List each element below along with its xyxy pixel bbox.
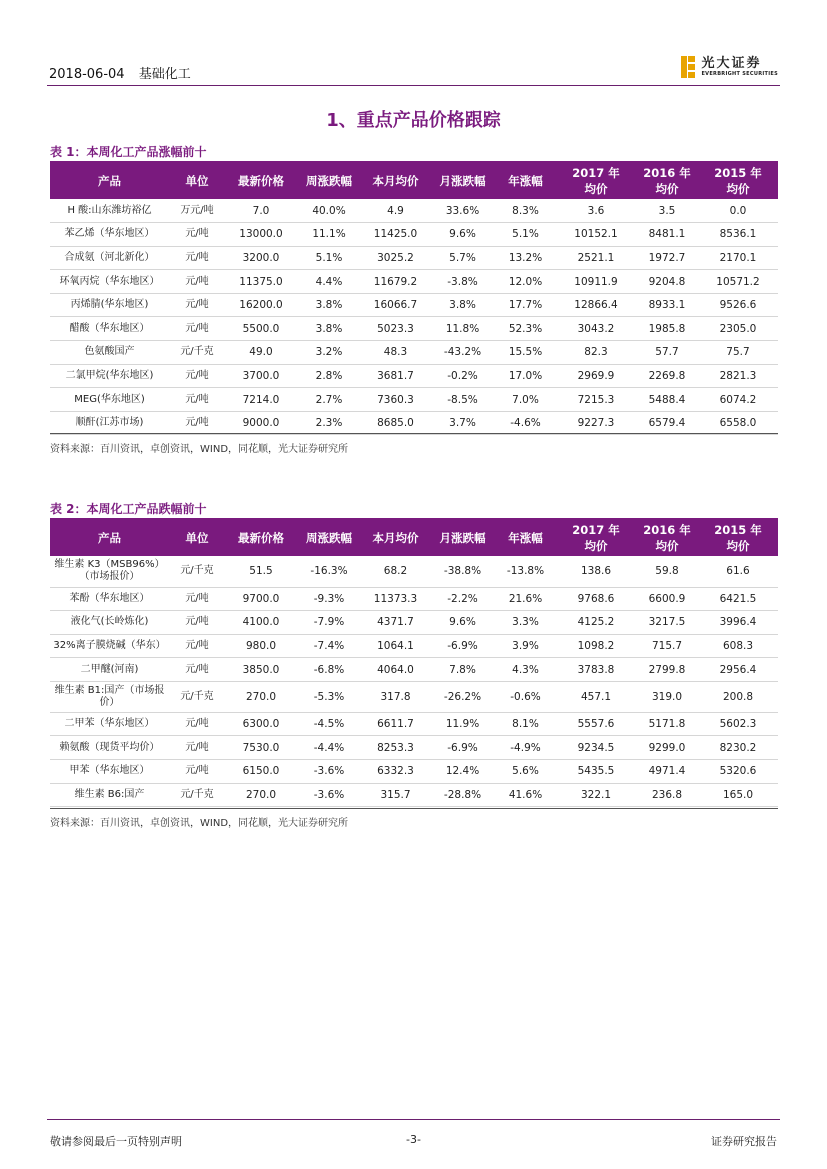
value-cell: 40.0%: [297, 199, 361, 223]
value-cell: 6558.0: [698, 411, 778, 435]
value-cell: -5.3%: [297, 681, 361, 712]
value-cell: 12866.4: [556, 293, 636, 317]
table-row: [50, 317, 778, 341]
value-cell: 5.1%: [297, 246, 361, 270]
product-name: 维生素 B6:国产: [50, 783, 169, 807]
value-cell: 11.8%: [430, 317, 495, 341]
value-cell: 3.8%: [297, 317, 361, 341]
value-cell: 49.0: [225, 341, 297, 365]
value-cell: -26.2%: [430, 681, 495, 712]
value-cell: 7214.0: [225, 388, 297, 412]
unit-cell: 元/吨: [169, 587, 225, 611]
table2-header-row: [50, 520, 778, 556]
value-cell: 8.1%: [495, 712, 556, 736]
value-cell: 9227.3: [556, 411, 636, 435]
value-cell: 6150.0: [225, 760, 297, 784]
value-cell: 270.0: [225, 783, 297, 807]
report-date: 2018-06-04: [49, 67, 125, 82]
value-cell: 2821.3: [698, 364, 778, 388]
unit-cell: 元/吨: [169, 270, 225, 294]
value-cell: 2.3%: [297, 411, 361, 435]
value-cell: 236.8: [636, 783, 698, 807]
value-cell: -4.6%: [495, 411, 556, 435]
unit-cell: 元/吨: [169, 712, 225, 736]
value-cell: 980.0: [225, 634, 297, 658]
column-header: 2015 年 均价: [698, 520, 778, 556]
value-cell: 5602.3: [698, 712, 778, 736]
value-cell: 7530.0: [225, 736, 297, 760]
value-cell: 3217.5: [636, 611, 698, 635]
footer-report-type: 证券研究报告: [711, 1135, 777, 1148]
value-cell: 2799.8: [636, 658, 698, 682]
value-cell: 2.7%: [297, 388, 361, 412]
value-cell: -6.9%: [430, 736, 495, 760]
unit-cell: 元/吨: [169, 634, 225, 658]
value-cell: 8253.3: [361, 736, 430, 760]
value-cell: 3025.2: [361, 246, 430, 270]
value-cell: -43.2%: [430, 341, 495, 365]
sector-name: 基础化工: [138, 67, 191, 82]
value-cell: 8536.1: [698, 223, 778, 247]
value-cell: 16200.0: [225, 293, 297, 317]
unit-cell: 元/吨: [169, 736, 225, 760]
value-cell: -38.8%: [430, 556, 495, 587]
unit-cell: 元/吨: [169, 411, 225, 435]
product-name: 二甲醚(河南): [50, 658, 169, 682]
table2-bottom-rule: [50, 808, 778, 809]
table-row: [50, 587, 778, 611]
value-cell: 6074.2: [698, 388, 778, 412]
value-cell: 8685.0: [361, 411, 430, 435]
value-cell: 5171.8: [636, 712, 698, 736]
product-name: 丙烯腈(华东地区): [50, 293, 169, 317]
value-cell: 11.1%: [297, 223, 361, 247]
value-cell: 15.5%: [495, 341, 556, 365]
table-row: [50, 783, 778, 807]
footer-divider: [47, 1119, 780, 1120]
unit-cell: 元/吨: [169, 246, 225, 270]
value-cell: 3.9%: [495, 634, 556, 658]
column-header: 产品: [50, 520, 169, 556]
value-cell: 11425.0: [361, 223, 430, 247]
value-cell: -28.8%: [430, 783, 495, 807]
value-cell: 16066.7: [361, 293, 430, 317]
value-cell: 7.0%: [495, 388, 556, 412]
value-cell: 3.7%: [430, 411, 495, 435]
table-row: [50, 611, 778, 635]
column-header: 周涨跌幅: [297, 163, 361, 199]
unit-cell: 元/吨: [169, 223, 225, 247]
value-cell: 6421.5: [698, 587, 778, 611]
column-header: 2017 年 均价: [556, 163, 636, 199]
value-cell: 9.6%: [430, 223, 495, 247]
product-name: H 酸:山东潍坊裕亿: [50, 199, 169, 223]
value-cell: 9526.6: [698, 293, 778, 317]
value-cell: -7.9%: [297, 611, 361, 635]
value-cell: 3.8%: [430, 293, 495, 317]
table1-top-gainers: [50, 163, 778, 435]
value-cell: 5.1%: [495, 223, 556, 247]
value-cell: 3.6: [556, 199, 636, 223]
column-header: 本月均价: [361, 163, 430, 199]
value-cell: -3.6%: [297, 783, 361, 807]
value-cell: 6579.4: [636, 411, 698, 435]
product-name: 色氨酸国产: [50, 341, 169, 365]
table-row: [50, 712, 778, 736]
unit-cell: 元/千克: [169, 341, 225, 365]
value-cell: 3783.8: [556, 658, 636, 682]
value-cell: 17.7%: [495, 293, 556, 317]
logo-english-name: EVERBRIGHT SECURITIES: [701, 70, 778, 77]
table-row: [50, 681, 778, 712]
value-cell: 4.9: [361, 199, 430, 223]
page-header: [47, 54, 780, 84]
value-cell: 8.3%: [495, 199, 556, 223]
value-cell: 6300.0: [225, 712, 297, 736]
product-name: 维生素 B1:国产（市场报价）: [50, 681, 169, 712]
column-header: 年涨幅: [495, 163, 556, 199]
value-cell: 8481.1: [636, 223, 698, 247]
value-cell: 2269.8: [636, 364, 698, 388]
value-cell: 270.0: [225, 681, 297, 712]
column-header: 最新价格: [225, 163, 297, 199]
value-cell: 9204.8: [636, 270, 698, 294]
header-divider: [47, 85, 780, 86]
table1-header-row: [50, 163, 778, 199]
table1-caption: 表 1：本周化工产品涨幅前十: [50, 145, 207, 159]
column-header: 单位: [169, 520, 225, 556]
value-cell: 319.0: [636, 681, 698, 712]
page-footer: [47, 1119, 780, 1149]
product-name: 甲苯（华东地区）: [50, 760, 169, 784]
value-cell: 1985.8: [636, 317, 698, 341]
value-cell: 3.2%: [297, 341, 361, 365]
value-cell: 8230.2: [698, 736, 778, 760]
table-row: [50, 658, 778, 682]
product-name: 环氧丙烷（华东地区）: [50, 270, 169, 294]
unit-cell: 元/千克: [169, 681, 225, 712]
product-name: MEG(华东地区): [50, 388, 169, 412]
value-cell: -9.3%: [297, 587, 361, 611]
value-cell: 3.3%: [495, 611, 556, 635]
value-cell: 21.6%: [495, 587, 556, 611]
table-row: [50, 293, 778, 317]
value-cell: 11373.3: [361, 587, 430, 611]
value-cell: 2521.1: [556, 246, 636, 270]
value-cell: 2305.0: [698, 317, 778, 341]
value-cell: 3996.4: [698, 611, 778, 635]
value-cell: 6600.9: [636, 587, 698, 611]
value-cell: 82.3: [556, 341, 636, 365]
value-cell: 3681.7: [361, 364, 430, 388]
value-cell: 11679.2: [361, 270, 430, 294]
section-title: 1、重点产品价格跟踪: [326, 110, 501, 131]
unit-cell: 元/千克: [169, 783, 225, 807]
value-cell: 9700.0: [225, 587, 297, 611]
value-cell: 11375.0: [225, 270, 297, 294]
value-cell: 138.6: [556, 556, 636, 587]
value-cell: 3.5: [636, 199, 698, 223]
table-row: [50, 556, 778, 587]
product-name: 顺酐(江苏市场): [50, 411, 169, 435]
value-cell: 48.3: [361, 341, 430, 365]
product-name: 合成氨（河北新化）: [50, 246, 169, 270]
value-cell: 5.7%: [430, 246, 495, 270]
value-cell: 7.0: [225, 199, 297, 223]
value-cell: 4971.4: [636, 760, 698, 784]
table-row: [50, 270, 778, 294]
everbright-logo: [681, 54, 778, 80]
value-cell: 52.3%: [495, 317, 556, 341]
footer-disclaimer: 敬请参阅最后一页特别声明: [50, 1135, 182, 1148]
column-header: 本月均价: [361, 520, 430, 556]
table-row: [50, 634, 778, 658]
value-cell: 12.0%: [495, 270, 556, 294]
value-cell: 7215.3: [556, 388, 636, 412]
table1-source: 资料来源：百川资讯，卓创资讯，WIND，同花顺，光大证券研究所: [50, 444, 349, 455]
value-cell: 7360.3: [361, 388, 430, 412]
product-name: 维生素 K3（MSB96%）（市场报价）: [50, 556, 169, 587]
value-cell: 1064.1: [361, 634, 430, 658]
value-cell: 317.8: [361, 681, 430, 712]
value-cell: 6611.7: [361, 712, 430, 736]
value-cell: 41.6%: [495, 783, 556, 807]
value-cell: 11.9%: [430, 712, 495, 736]
value-cell: 5557.6: [556, 712, 636, 736]
unit-cell: 元/吨: [169, 364, 225, 388]
value-cell: 5488.4: [636, 388, 698, 412]
value-cell: 4371.7: [361, 611, 430, 635]
value-cell: 9234.5: [556, 736, 636, 760]
column-header: 2016 年 均价: [636, 163, 698, 199]
table1-bottom-rule: [50, 433, 778, 434]
column-header: 产品: [50, 163, 169, 199]
product-name: 赖氨酸（现货平均价）: [50, 736, 169, 760]
value-cell: 1098.2: [556, 634, 636, 658]
value-cell: 9768.6: [556, 587, 636, 611]
value-cell: -0.6%: [495, 681, 556, 712]
unit-cell: 元/吨: [169, 611, 225, 635]
unit-cell: 元/吨: [169, 388, 225, 412]
table2-caption: 表 2：本周化工产品跌幅前十: [50, 502, 207, 516]
value-cell: 4100.0: [225, 611, 297, 635]
unit-cell: 元/吨: [169, 760, 225, 784]
column-header: 周涨跌幅: [297, 520, 361, 556]
value-cell: 3200.0: [225, 246, 297, 270]
value-cell: 5500.0: [225, 317, 297, 341]
value-cell: -0.2%: [430, 364, 495, 388]
value-cell: -4.9%: [495, 736, 556, 760]
product-name: 32%离子膜烧碱（华东）: [50, 634, 169, 658]
table-row: [50, 223, 778, 247]
value-cell: 3043.2: [556, 317, 636, 341]
value-cell: 457.1: [556, 681, 636, 712]
value-cell: -8.5%: [430, 388, 495, 412]
value-cell: 51.5: [225, 556, 297, 587]
table-row: [50, 388, 778, 412]
value-cell: 10571.2: [698, 270, 778, 294]
value-cell: 2170.1: [698, 246, 778, 270]
value-cell: 3850.0: [225, 658, 297, 682]
table-row: [50, 246, 778, 270]
product-name: 液化气(长岭炼化): [50, 611, 169, 635]
value-cell: -3.8%: [430, 270, 495, 294]
value-cell: 5023.3: [361, 317, 430, 341]
value-cell: 1972.7: [636, 246, 698, 270]
table-row: [50, 341, 778, 365]
column-header: 2015 年 均价: [698, 163, 778, 199]
value-cell: 13.2%: [495, 246, 556, 270]
unit-cell: 元/吨: [169, 658, 225, 682]
value-cell: 2956.4: [698, 658, 778, 682]
unit-cell: 元/千克: [169, 556, 225, 587]
value-cell: 5435.5: [556, 760, 636, 784]
value-cell: -3.6%: [297, 760, 361, 784]
value-cell: 608.3: [698, 634, 778, 658]
value-cell: 6332.3: [361, 760, 430, 784]
value-cell: 200.8: [698, 681, 778, 712]
table-row: [50, 199, 778, 223]
value-cell: 315.7: [361, 783, 430, 807]
value-cell: 57.7: [636, 341, 698, 365]
value-cell: 2.8%: [297, 364, 361, 388]
logo-name: 光大证券: [701, 55, 762, 71]
column-header: 最新价格: [225, 520, 297, 556]
column-header: 月涨跌幅: [430, 520, 495, 556]
value-cell: 3700.0: [225, 364, 297, 388]
value-cell: 5.6%: [495, 760, 556, 784]
value-cell: 7.8%: [430, 658, 495, 682]
table-row: [50, 411, 778, 435]
value-cell: -7.4%: [297, 634, 361, 658]
value-cell: -6.8%: [297, 658, 361, 682]
column-header: 月涨跌幅: [430, 163, 495, 199]
value-cell: 33.6%: [430, 199, 495, 223]
unit-cell: 元/吨: [169, 317, 225, 341]
value-cell: 68.2: [361, 556, 430, 587]
value-cell: 17.0%: [495, 364, 556, 388]
logo-mark-icon: [681, 56, 695, 78]
value-cell: -4.4%: [297, 736, 361, 760]
table2-source: 资料来源：百川资讯，卓创资讯，WIND，同花顺，光大证券研究所: [50, 818, 349, 829]
value-cell: -4.5%: [297, 712, 361, 736]
product-name: 苯乙烯（华东地区）: [50, 223, 169, 247]
value-cell: 75.7: [698, 341, 778, 365]
value-cell: 0.0: [698, 199, 778, 223]
table2-top-losers: [50, 520, 778, 807]
value-cell: 59.8: [636, 556, 698, 587]
value-cell: 9.6%: [430, 611, 495, 635]
column-header: 单位: [169, 163, 225, 199]
value-cell: 4125.2: [556, 611, 636, 635]
value-cell: 9000.0: [225, 411, 297, 435]
value-cell: 715.7: [636, 634, 698, 658]
value-cell: 8933.1: [636, 293, 698, 317]
product-name: 二甲苯（华东地区）: [50, 712, 169, 736]
value-cell: 10152.1: [556, 223, 636, 247]
value-cell: 5320.6: [698, 760, 778, 784]
value-cell: 12.4%: [430, 760, 495, 784]
value-cell: 165.0: [698, 783, 778, 807]
value-cell: 3.8%: [297, 293, 361, 317]
value-cell: 4064.0: [361, 658, 430, 682]
value-cell: -16.3%: [297, 556, 361, 587]
value-cell: 2969.9: [556, 364, 636, 388]
value-cell: 13000.0: [225, 223, 297, 247]
value-cell: 10911.9: [556, 270, 636, 294]
unit-cell: 万元/吨: [169, 199, 225, 223]
column-header: 2017 年 均价: [556, 520, 636, 556]
product-name: 醋酸（华东地区）: [50, 317, 169, 341]
value-cell: -13.8%: [495, 556, 556, 587]
page-number: -3-: [406, 1133, 421, 1146]
value-cell: 9299.0: [636, 736, 698, 760]
unit-cell: 元/吨: [169, 293, 225, 317]
product-name: 二氯甲烷(华东地区): [50, 364, 169, 388]
product-name: 苯酚（华东地区）: [50, 587, 169, 611]
header-info: [49, 63, 201, 82]
value-cell: 322.1: [556, 783, 636, 807]
table-row: [50, 736, 778, 760]
value-cell: 4.3%: [495, 658, 556, 682]
value-cell: -6.9%: [430, 634, 495, 658]
table-row: [50, 364, 778, 388]
value-cell: 4.4%: [297, 270, 361, 294]
table-row: [50, 760, 778, 784]
column-header: 2016 年 均价: [636, 520, 698, 556]
column-header: 年涨幅: [495, 520, 556, 556]
value-cell: 61.6: [698, 556, 778, 587]
value-cell: -2.2%: [430, 587, 495, 611]
